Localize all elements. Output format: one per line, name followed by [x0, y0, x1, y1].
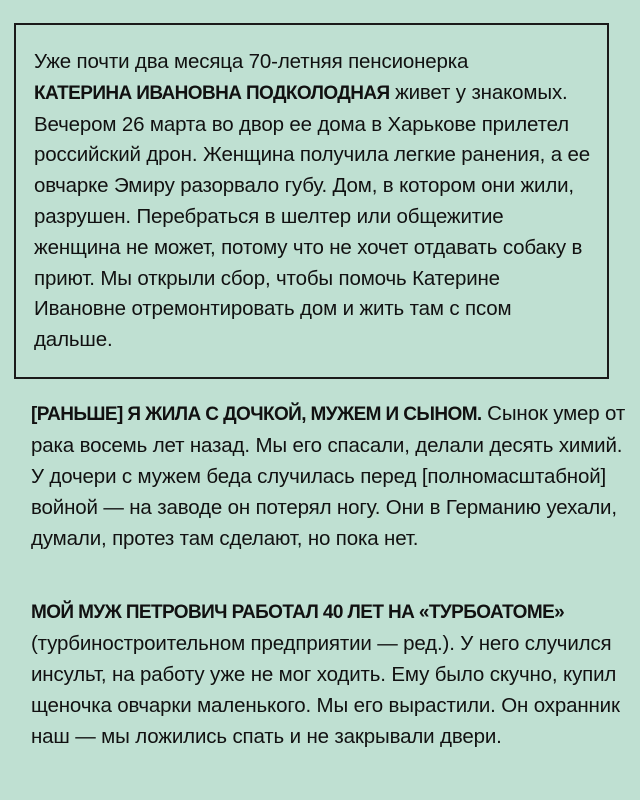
paragraph-2-lead: МОЙ МУЖ ПЕТРОВИЧ РАБОТАЛ 40 ЛЕТ НА «ТУРБОАТОМЕ» — [31, 602, 565, 623]
paragraph-2 — [31, 596, 626, 752]
intro-name: КАТЕРИНА ИВАНОВНА ПОДКОЛОДНАЯ — [34, 82, 390, 104]
intro-after-name: живет у знакомых. Вечером 26 марта во двор ее дома в Харькове прилетел российский дрон. Женщина получила легкие ранения, а ее овчарке Эмиру разорвало губу. Дом, в котором они жили, разрушен. Перебраться в шелтер или общежитие женщина не может, потому что не хочет отдавать собаку в приют. Мы открыли сбор, чтобы помочь Катерине Ивановне отремонтировать дом и жить там с псом дальше. — [34, 80, 591, 352]
intro-before-name: Уже почти два месяца 70-летняя пенсионерка — [34, 50, 469, 73]
intro-text — [34, 47, 595, 356]
paragraph-1-lead: [РАНЬШЕ] Я ЖИЛА С ДОЧКОЙ, МУЖЕМ И СЫНОМ. — [31, 404, 482, 425]
paragraph-1 — [31, 398, 626, 554]
intro-box — [14, 23, 609, 379]
paragraph-2-text: (турбиностроительном предприятии — ред.). У него случился инсульт, на работу уже не мог ходить. Ему было скучно, купил щеночка овчарки маленького. Мы его вырастили. Он охранник наш — мы ложились спать и не закрывали двери. — [31, 632, 620, 748]
paragraph-1-text: Сынок умер от рака восемь лет назад. Мы его спасали, делали десять химий. У дочери с мужем беда случилась перед [полномасштабной] войной — на заводе он потерял ногу. Они в Германию уехали, думали, протез там сделают, но пока нет. — [31, 402, 626, 550]
